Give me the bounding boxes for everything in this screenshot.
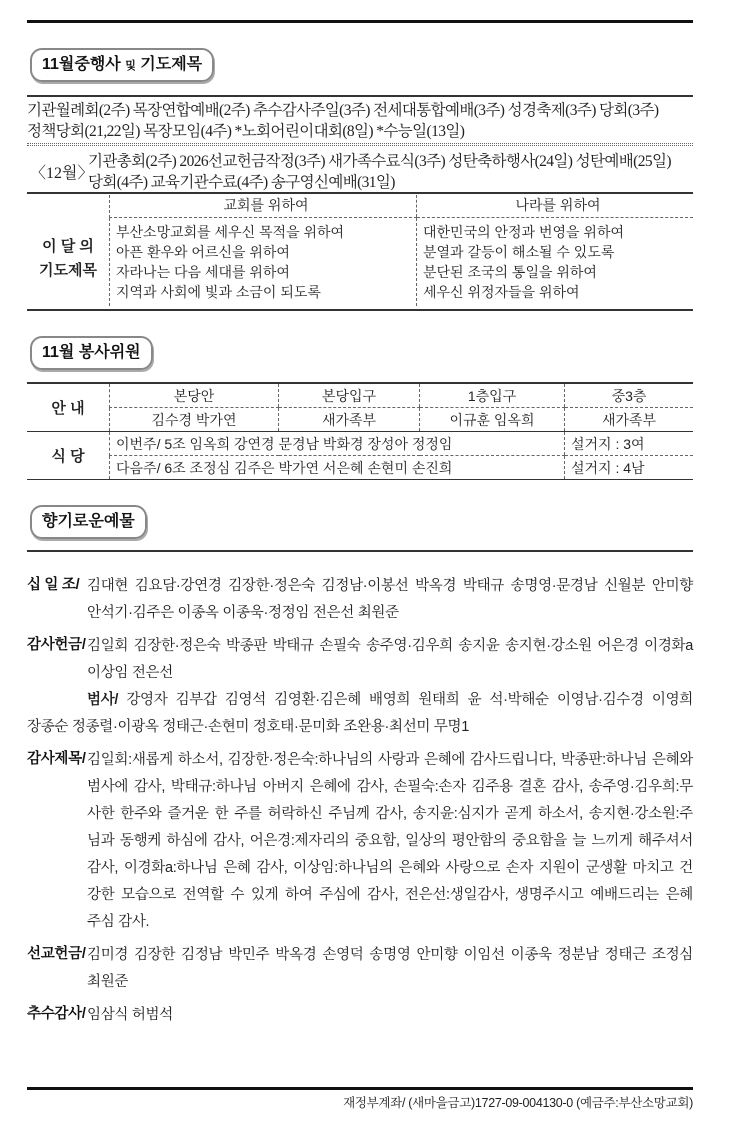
prayer-item: 대한민국의 안정과 번영을 위하여 (423, 224, 625, 240)
offering-line: 임삼식 허범석 (87, 1007, 173, 1023)
prayer-item: 자라나는 다음 세대를 위하여 (116, 264, 290, 280)
prayer-item: 세우신 위정자들을 위하여 (423, 284, 580, 300)
offering-line: 님과 동행케 하심에 감사, 어은경:제자리의 중요함, 일상의 평안함의 중요함을 늘 느끼게 해주셔서 (87, 833, 693, 849)
top-rule (27, 20, 693, 23)
divider (27, 309, 693, 311)
dish-this-week: 설거지 : 3여 (565, 432, 694, 456)
offering-line: 이상임 전은선 (87, 665, 173, 681)
label-line: 이 달 의 (42, 237, 94, 255)
offering-line: 최원준 (87, 974, 129, 990)
nov-events-line: 기관월례회(2주) 목장연합예배(2주) 추수감사주일(3주) 전세대통합예배(3주) 성경축제(3주) 당회(3주) (27, 102, 659, 119)
label-line: 기도제목 (39, 261, 97, 279)
divider (27, 95, 693, 97)
prayer-item: 아픈 환우와 어르신을 위하여 (116, 244, 290, 260)
bottom-rule (27, 1087, 693, 1090)
section-title-events (30, 48, 214, 82)
prayer-item: 부산소망교회를 세우신 목적을 위하여 (116, 224, 345, 240)
offering-group (27, 573, 693, 627)
offering-line: 주심 감사. (87, 914, 150, 930)
prayer-item: 지역과 사회에 빛과 소금이 되도록 (116, 284, 321, 300)
location: 본당입구 (279, 384, 420, 408)
offering-label: 선교헌금/ (27, 946, 86, 962)
offering-group (27, 942, 693, 996)
divider (27, 550, 693, 552)
nov-events-line: 정책당회(21,22일) 목장모임(4주) *노회어린이대회(8일) *수능일(13일) (27, 123, 465, 140)
nation-header: 나라를 위하여 (417, 195, 694, 218)
location: 본당안 (110, 384, 279, 408)
offering-group (27, 633, 693, 741)
guide-names: 새가족부 (565, 408, 694, 432)
offering-sub-text: 강영자 김부갑 김영석 김영환·김은혜 배영희 원태희 윤 석·박해순 이영남·김수경 이영희 (126, 692, 693, 708)
offering-names (87, 747, 693, 936)
title-part: 11월중행사 (42, 56, 121, 73)
dec-events-line: 기관총회(2주) 2026선교헌금작정(3주) 새가족수료식(3주) 성탄축하행사(24일) 성탄예배(25일) (88, 153, 671, 170)
offering-line: 김미경 김장한 김정남 박민주 박옥경 손영덕 송명영 안미향 이임선 이종욱 정분남 정태근 조정심 (87, 947, 693, 963)
offering-line: 김일회:새롭게 하소서, 김장한·정은숙:하나님의 사랑과 은혜에 감사드립니다, 박종판:하나님 은혜와 (87, 752, 693, 768)
guide-label: 안 내 (51, 400, 85, 417)
location: 1층입구 (420, 384, 565, 408)
dec-label: 〈12월〉 (30, 165, 94, 182)
service-table (27, 384, 693, 480)
prayer-table (27, 195, 693, 306)
offering-line (87, 687, 693, 714)
prayer-item: 분열과 갈등이 해소될 수 있도록 (423, 244, 615, 260)
church-prayers (110, 218, 417, 307)
cafeteria-label: 식 당 (51, 448, 85, 465)
offering-label: 감사제목/ (27, 751, 86, 767)
offering-line: 범사에 감사, 박태규:하나님 아버지 은혜에 감사, 손필숙:손자 김주용 결혼 감사, 송주영·김우희:무 (87, 779, 693, 795)
divider (27, 192, 693, 194)
location: 중3층 (565, 384, 694, 408)
offering-label: 감사헌금/ (27, 637, 86, 653)
offerings-list (27, 573, 693, 1035)
guide-names: 김수경 박가연 (110, 408, 279, 432)
offering-names (87, 942, 693, 996)
offering-line: 안석기·김주은 이종옥 이종욱·정정임 전은선 최원준 (87, 605, 399, 621)
section-title-offerings: 향기로운예물 (30, 505, 147, 539)
divider (27, 143, 693, 146)
offering-group (27, 747, 693, 936)
section-title-service: 11월 봉사위원 (30, 336, 153, 370)
offering-line: 사한 한주와 즐거운 한 주를 허락하신 주님께 감사, 송지윤:심지가 곧게 하소서, 송지현·강소원:주 (87, 806, 693, 822)
guide-names: 새가족부 (279, 408, 420, 432)
spacer (27, 1029, 693, 1035)
church-header: 교회를 위하여 (110, 195, 417, 218)
nation-prayers (417, 218, 694, 307)
cafeteria-this-week: 이번주/ 5조 임옥희 강연경 문경남 박화경 장성아 정정임 (110, 432, 565, 456)
offering-line: 김일회 김장한·정은숙 박종판 박태규 손필숙 송주영·김우희 송지윤 송지현·강소원 어은경 이경화a (87, 638, 693, 654)
offering-label: 추수감사/ (27, 1006, 86, 1022)
title-part: 기도제목 (140, 56, 203, 73)
offering-line: 장종순 정종렬·이광옥 정태근·손현미 정호태·문미화 조완용·최선미 무명1 (27, 719, 470, 735)
offering-group (27, 1002, 693, 1029)
offering-line: 강한 모습으로 전역할 수 있게 하여 주심에 감사, 전은선:생일감사, 생명주시고 예배드리는 은혜 (87, 887, 693, 903)
offering-label: 십 일 조/ (27, 577, 80, 593)
offering-names (87, 573, 693, 627)
offering-names (87, 1002, 693, 1029)
prayer-item: 분단된 조국의 통일을 위하여 (423, 264, 597, 280)
bank-account: 재정부계좌/ (새마을금고)1727-09-004130-0 (예금주:부산소망교회) (343, 1096, 693, 1110)
dec-events-line: 당회(4주) 교육기관수료(4주) 송구영신예배(31일) (88, 174, 395, 191)
dish-next-week: 설거지 : 4남 (565, 456, 694, 480)
offering-sub-label: 범사/ (87, 692, 119, 708)
prayer-label (27, 218, 110, 307)
cafeteria-next-week: 다음주/ 6조 조정심 김주은 박가연 서은혜 손현미 손진희 (110, 456, 565, 480)
guide-names: 이규훈 임옥희 (420, 408, 565, 432)
blank (27, 195, 110, 218)
offering-line: 김대현 김요담·강연경 김장한·정은숙 김정남·이봉선 박옥경 박태규 송명영·문경남 신월분 안미향 (87, 578, 693, 594)
title-part: 및 (125, 60, 136, 72)
offering-line: 감사, 이경화a:하나님 은혜 감사, 이상임:하나님의 은혜와 사랑으로 손자 지원이 군생활 마치고 건 (87, 860, 693, 876)
